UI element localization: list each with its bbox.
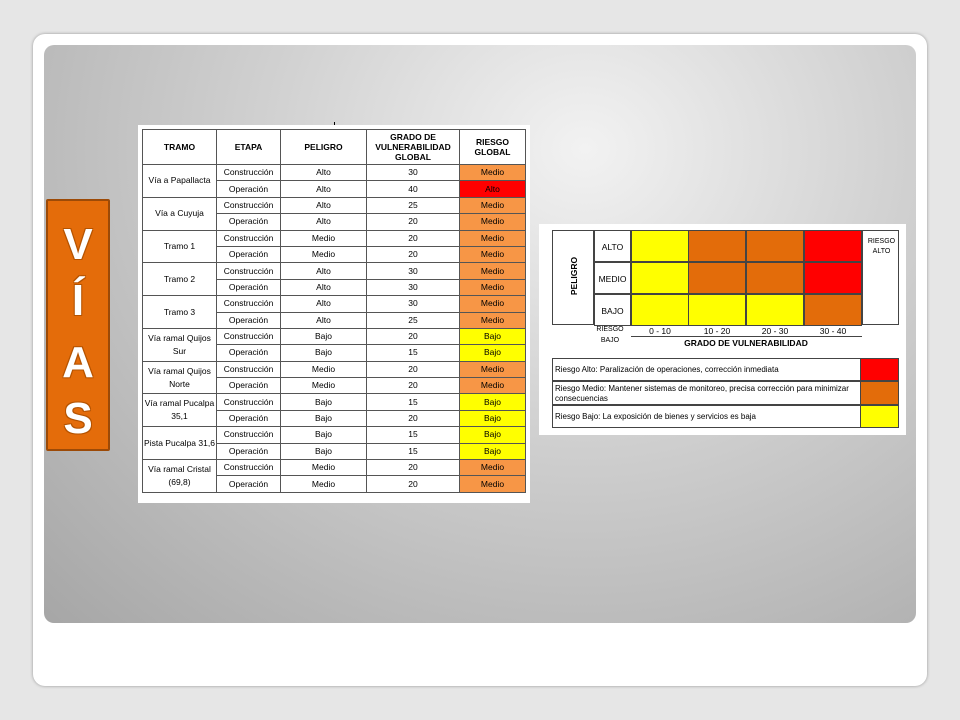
riesgo-cell: Medio <box>460 263 526 279</box>
vulnerability-range: 10 - 20 <box>688 326 746 337</box>
matrix-cell-medio <box>746 230 804 262</box>
title-letter: Í <box>71 276 85 325</box>
peligro-cell: Alto <box>281 263 367 279</box>
grado-vulnerabilidad-label: GRADO DE VULNERABILIDAD <box>684 338 808 348</box>
tramo-cell: Tramo 1 <box>143 230 217 263</box>
header-grado: GRADO DE VULNERABILIDAD GLOBAL <box>367 130 460 165</box>
vulnerability-range: 20 - 30 <box>746 326 804 337</box>
etapa-cell: Operación <box>217 410 281 426</box>
bajo-axis-label: BAJO <box>600 337 620 344</box>
peligro-label-box <box>552 230 594 325</box>
grado-cell: 15 <box>367 345 460 361</box>
etapa-cell: Construcción <box>217 427 281 443</box>
riesgo-cell: Medio <box>460 197 526 213</box>
tramo-cell: Vía a Cuyuja <box>143 197 217 230</box>
etapa-cell: Operación <box>217 443 281 459</box>
grado-cell: 20 <box>367 476 460 492</box>
peligro-cell: Medio <box>281 361 367 377</box>
table-row <box>143 230 526 246</box>
etapa-cell: Construcción <box>217 230 281 246</box>
matrix-row-label-box <box>594 294 631 326</box>
tramo-cell: Tramo 2 <box>143 263 217 296</box>
riesgo-cell: Medio <box>460 378 526 394</box>
peligro-cell: Bajo <box>281 427 367 443</box>
vias-table-panel <box>138 125 530 503</box>
riesgo-cell: Bajo <box>460 427 526 443</box>
etapa-cell: Construcción <box>217 197 281 213</box>
riesgo-cell: Bajo <box>460 345 526 361</box>
matrix-cell-bajo <box>631 294 689 326</box>
legend-row-alto <box>552 358 899 381</box>
matrix-cell-bajo <box>746 294 804 326</box>
etapa-cell: Construcción <box>217 361 281 377</box>
riesgo-cell: Medio <box>460 246 526 262</box>
etapa-cell: Construcción <box>217 460 281 476</box>
matrix-cell-bajo <box>688 294 746 326</box>
tramo-cell: Vía ramal Pucalpa 35,1 <box>143 394 217 427</box>
matrix-cell-medio <box>688 262 746 294</box>
tramo-cell: Vía ramal Quijos Norte <box>143 361 217 394</box>
peligro-cell: Bajo <box>281 443 367 459</box>
tramo-cell: Vía a Papallacta <box>143 165 217 198</box>
table-row <box>143 361 526 377</box>
etapa-cell: Operación <box>217 345 281 361</box>
legend-swatch-medio <box>860 382 898 404</box>
grado-cell: 20 <box>367 214 460 230</box>
riesgo-cell: Medio <box>460 165 526 181</box>
peligro-cell: Alto <box>281 296 367 312</box>
riesgo-cell: Medio <box>460 460 526 476</box>
etapa-cell: Operación <box>217 378 281 394</box>
matrix-cell-bajo <box>631 262 689 294</box>
etapa-cell: Operación <box>217 246 281 262</box>
etapa-cell: Construcción <box>217 263 281 279</box>
vulnerability-range: 0 - 10 <box>631 326 689 337</box>
matrix-cell-medio <box>688 230 746 262</box>
peligro-cell: Bajo <box>281 328 367 344</box>
matrix-row-label-box <box>594 230 631 262</box>
table-row <box>143 394 526 410</box>
etapa-cell: Operación <box>217 214 281 230</box>
legend-text: Riesgo Alto: Paralización de operaciones, corrección inmediata <box>555 365 779 374</box>
riesgo-alto-label-box <box>862 230 899 325</box>
grado-cell: 20 <box>367 246 460 262</box>
riesgo-cell: Medio <box>460 296 526 312</box>
legend-row-bajo <box>552 405 899 428</box>
riesgo-cell: Medio <box>460 230 526 246</box>
riesgo-axis-label: RIESGO <box>596 326 624 333</box>
header-peligro: PELIGRO <box>281 130 367 165</box>
tramo-cell: Pista Pucalpa 31,6 <box>143 427 217 460</box>
peligro-cell: Bajo <box>281 410 367 426</box>
peligro-cell: Alto <box>281 197 367 213</box>
riesgo-cell: Bajo <box>460 328 526 344</box>
peligro-cell: Bajo <box>281 394 367 410</box>
riesgo-cell: Bajo <box>460 410 526 426</box>
table-row <box>143 165 526 181</box>
etapa-cell: Operación <box>217 181 281 197</box>
table-row <box>143 328 526 344</box>
matrix-cell-alto <box>804 230 862 262</box>
peligro-cell: Medio <box>281 246 367 262</box>
peligro-cell: Alto <box>281 181 367 197</box>
riesgo-cell: Medio <box>460 361 526 377</box>
matrix-row-label: MEDIO <box>598 274 627 284</box>
grado-cell: 40 <box>367 181 460 197</box>
riesgo-cell: Medio <box>460 279 526 295</box>
matrix-cell-alto <box>804 262 862 294</box>
etapa-cell: Construcción <box>217 328 281 344</box>
riesgo-cell: Bajo <box>460 443 526 459</box>
grado-cell: 30 <box>367 165 460 181</box>
riesgo-cell: Medio <box>460 214 526 230</box>
etapa-cell: Construcción <box>217 394 281 410</box>
table-row <box>143 427 526 443</box>
tramo-cell: Vía ramal Cristal (69,8) <box>143 460 217 493</box>
etapa-cell: Construcción <box>217 165 281 181</box>
title-letter: V <box>63 220 93 269</box>
matrix-cell-medio <box>746 262 804 294</box>
etapa-cell: Operación <box>217 312 281 328</box>
grado-cell: 15 <box>367 443 460 459</box>
tramo-cell: Tramo 3 <box>143 296 217 329</box>
grado-cell: 20 <box>367 328 460 344</box>
riesgo-cell: Medio <box>460 476 526 492</box>
grado-cell: 20 <box>367 378 460 394</box>
riesgo-cell: Bajo <box>460 394 526 410</box>
grado-cell: 30 <box>367 263 460 279</box>
header-tramo: TRAMO <box>143 130 217 165</box>
grado-cell: 15 <box>367 427 460 443</box>
tramo-cell: Vía ramal Quijos Sur <box>143 328 217 361</box>
header-riesgo: RIESGO GLOBAL <box>460 130 526 165</box>
peligro-cell: Alto <box>281 214 367 230</box>
table-row <box>143 263 526 279</box>
grado-cell: 20 <box>367 460 460 476</box>
peligro-cell: Alto <box>281 312 367 328</box>
title-letter: S <box>63 394 93 443</box>
title-letter: A <box>62 338 94 387</box>
peligro-cell: Alto <box>281 279 367 295</box>
etapa-cell: Operación <box>217 279 281 295</box>
vertical-title <box>46 199 110 451</box>
etapa-cell: Operación <box>217 476 281 492</box>
grado-cell: 15 <box>367 394 460 410</box>
riesgo-cell: Medio <box>460 312 526 328</box>
peligro-label: PELIGRO <box>569 256 579 296</box>
risk-matrix-panel <box>539 224 906 435</box>
vias-table <box>142 129 526 493</box>
matrix-cell-bajo <box>631 230 689 262</box>
grado-cell: 25 <box>367 197 460 213</box>
peligro-cell: Medio <box>281 460 367 476</box>
matrix-cell-medio <box>804 294 862 326</box>
table-row <box>143 460 526 476</box>
header-etapa: ETAPA <box>217 130 281 165</box>
matrix-row-label: ALTO <box>601 242 624 252</box>
matrix-row-label: BAJO <box>601 306 624 316</box>
riesgo-alto-label: RIESGO ALTO <box>867 238 896 255</box>
peligro-cell: Medio <box>281 476 367 492</box>
table-row <box>143 296 526 312</box>
grado-cell: 30 <box>367 296 460 312</box>
grado-cell: 20 <box>367 230 460 246</box>
peligro-cell: Alto <box>281 165 367 181</box>
riesgo-cell: Alto <box>460 181 526 197</box>
legend-row-medio <box>552 381 899 405</box>
legend-text: Riesgo Bajo: La exposición de bienes y servicios es baja <box>555 412 757 421</box>
matrix-row-label-box <box>594 262 631 294</box>
legend-swatch-alto <box>860 359 898 380</box>
grado-cell: 25 <box>367 312 460 328</box>
etapa-cell: Construcción <box>217 296 281 312</box>
grado-cell: 30 <box>367 279 460 295</box>
table-row <box>143 197 526 213</box>
grado-cell: 20 <box>367 410 460 426</box>
peligro-cell: Bajo <box>281 345 367 361</box>
table-header-row <box>143 130 526 165</box>
legend-swatch-bajo <box>860 406 898 427</box>
peligro-cell: Medio <box>281 230 367 246</box>
peligro-cell: Medio <box>281 378 367 394</box>
vulnerability-range: 30 - 40 <box>804 326 862 337</box>
grado-cell: 20 <box>367 361 460 377</box>
legend-text: Riesgo Medio: Mantener sistemas de monitoreo, precisa corrección para minimizar consecuencias <box>555 384 849 403</box>
